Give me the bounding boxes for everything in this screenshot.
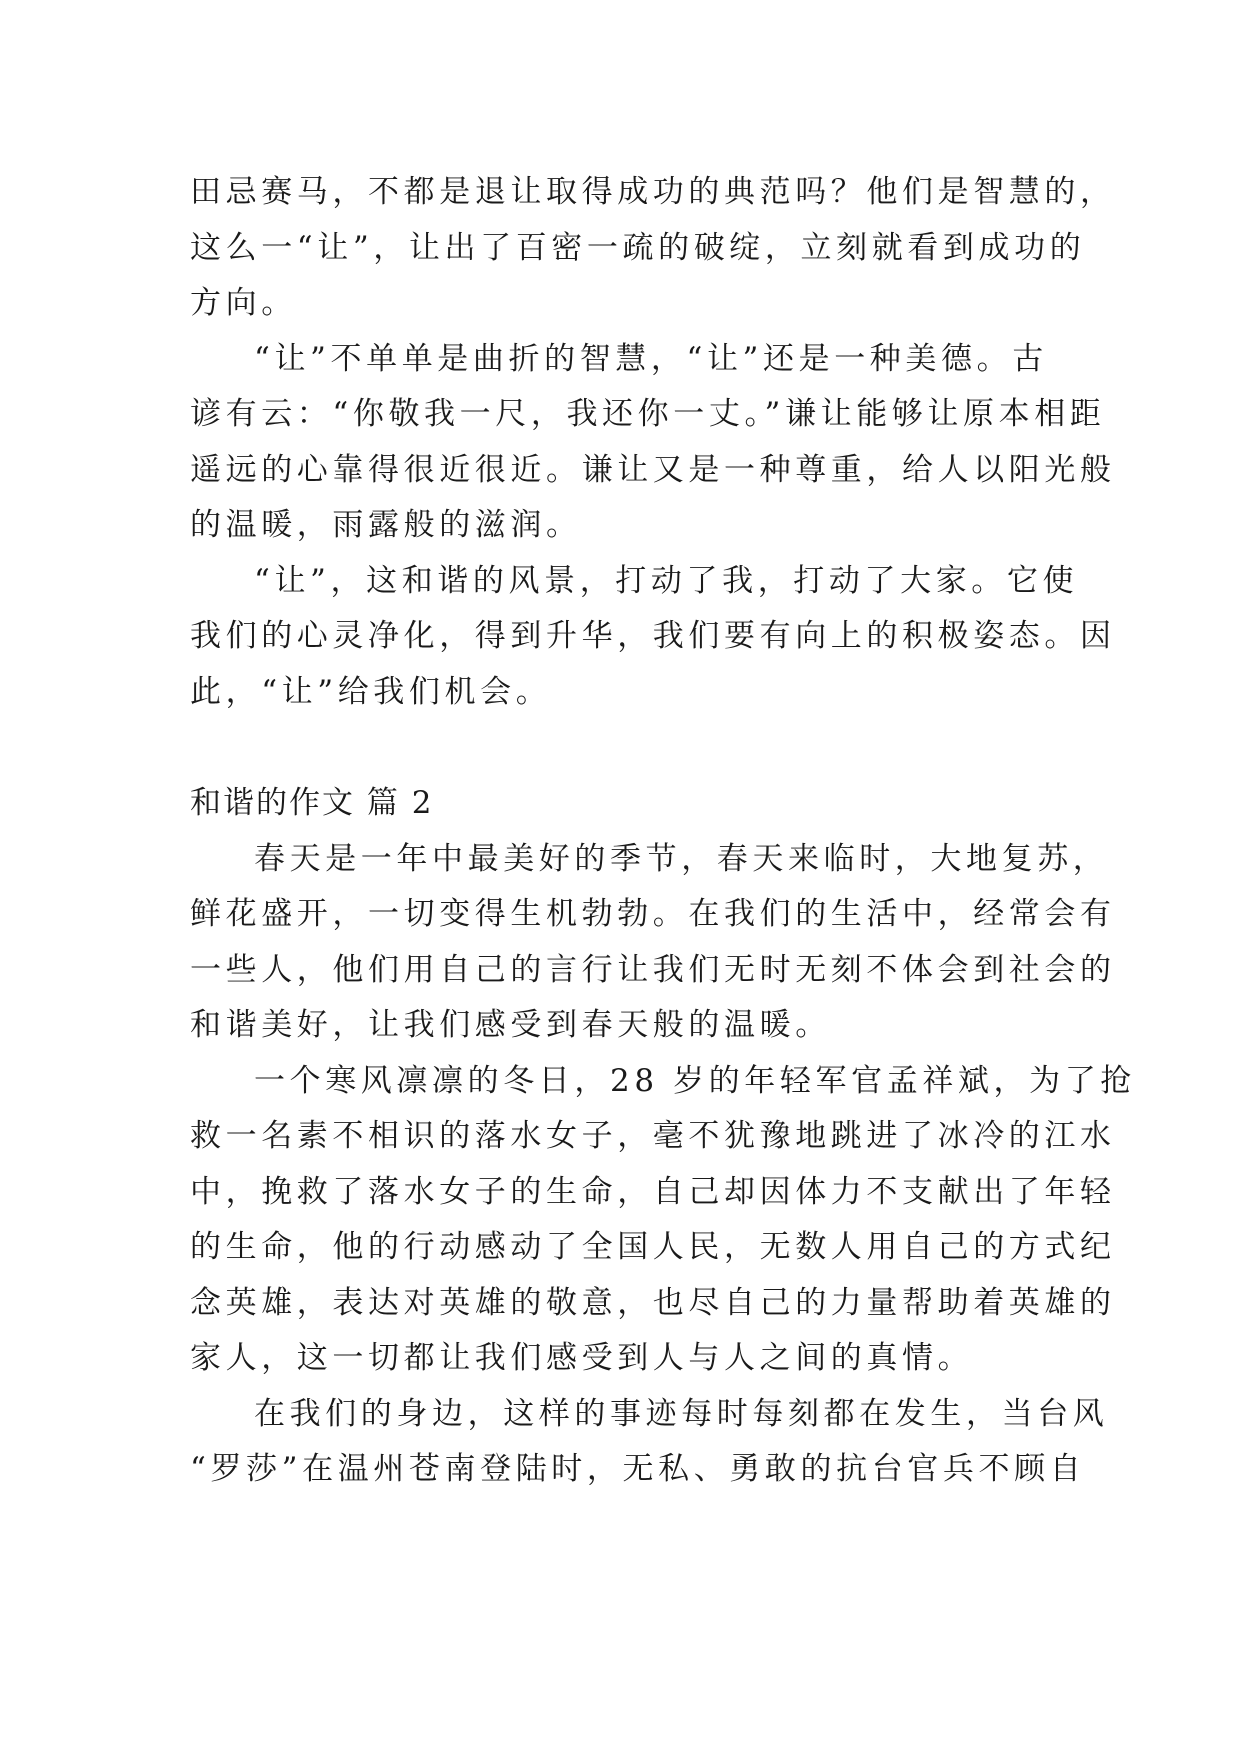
- body-text-line: 遥远的心靠得很近很近。谦让又是一种尊重，给人以阳光般: [190, 452, 1116, 488]
- body-text-line: “让”，这和谐的风景，打动了我，打动了大家。它使: [254, 563, 1079, 599]
- body-text-line: 谚有云：“你敬我一尺，我还你一丈。”谦让能够让原本相距: [190, 396, 1106, 432]
- body-text-line: 念英雄，表达对英雄的敬意，也尽自己的力量帮助着英雄的: [190, 1285, 1116, 1321]
- body-text-line: 我们的心灵净化，得到升华，我们要有向上的积极姿态。因: [190, 618, 1116, 654]
- body-text-line: 的温暖，雨露般的滋润。: [190, 507, 582, 543]
- body-text-line: 和谐美好，让我们感受到春天般的温暖。: [190, 1007, 831, 1043]
- body-text-line: “让”不单单是曲折的智慧，“让”还是一种美德。古: [254, 341, 1048, 377]
- body-text-line: 方向。: [190, 285, 297, 321]
- body-text-line: “罗莎”在温州苍南登陆时，无私、勇敢的抗台官兵不顾自: [190, 1451, 1086, 1487]
- body-text-line: 春天是一年中最美好的季节，春天来临时，大地复苏，: [254, 841, 1109, 877]
- body-text-line: 鲜花盛开，一切变得生机勃勃。在我们的生活中，经常会有: [190, 896, 1116, 932]
- body-text-line: 一个寒风凛凛的冬日，28 岁的年轻军官孟祥斌，为了抢: [254, 1063, 1136, 1099]
- body-text-line: 家人，这一切都让我们感受到人与人之间的真情。: [190, 1340, 974, 1376]
- body-text-line: 田忌赛马，不都是退让取得成功的典范吗？他们是智慧的，: [190, 174, 1116, 210]
- body-text-line: 一些人，他们用自己的言行让我们无时无刻不体会到社会的: [190, 952, 1116, 988]
- body-text-line: 这么一“让”，让出了百密一疏的破绽，立刻就看到成功的: [190, 230, 1086, 266]
- body-text-line: 的生命，他的行动感动了全国人民，无数人用自己的方式纪: [190, 1229, 1116, 1265]
- body-text-line: 此，“让”给我们机会。: [190, 674, 552, 710]
- body-text-line: 中，挽救了落水女子的生命，自己却因体力不支献出了年轻: [190, 1174, 1116, 1210]
- body-text-line: 在我们的身边，这样的事迹每时每刻都在发生，当台风: [254, 1396, 1109, 1432]
- section-heading: 和谐的作文 篇 2: [190, 785, 434, 821]
- body-text-line: 救一名素不相识的落水女子，毫不犹豫地跳进了冰冷的江水: [190, 1118, 1116, 1154]
